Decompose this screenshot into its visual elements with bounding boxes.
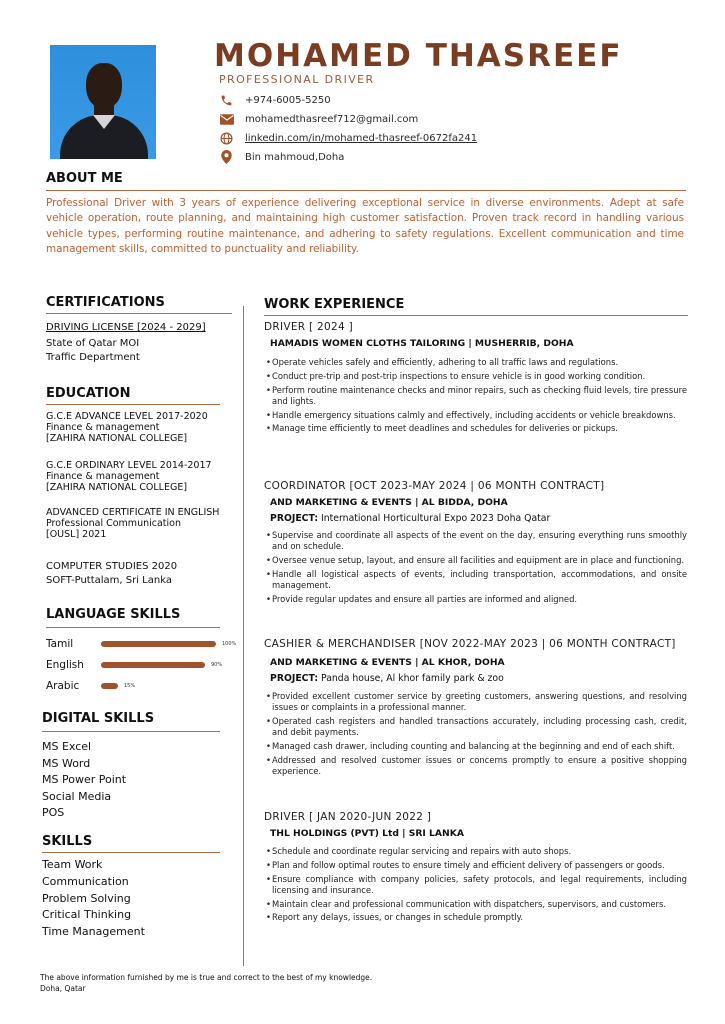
job-bullet: • Addressed and resolved customer issues or concerns promptly to ensure a positive shopping experience. [266, 755, 687, 777]
skill-item: Critical Thinking [42, 908, 132, 922]
about-text: Professional Driver with 3 years of experience delivering exceptional service in diverse environments. Adept at safe vehicle operation, route planning, and maintaining high customer satisfaction. Proven track record in handling various vehicle types, performing routine maintenance, and adhering to safety regulations. Excellent communication and time management skills, committed to punctuality and reliability. [46, 197, 684, 256]
contact-linkedin-link[interactable]: linkedin.com/in/mohamed-thasreef-0672fa241 [245, 132, 478, 144]
location-pin-icon [219, 150, 234, 164]
education-title: COMPUTER STUDIES 2020 [46, 561, 178, 572]
job-bullets [266, 530, 687, 608]
about-heading: ABOUT ME [46, 171, 123, 186]
certifications-heading: CERTIFICATIONS [46, 295, 165, 310]
digital-skill-item: Social Media [42, 789, 112, 803]
candidate-name: MOHAMED THASREEF [214, 38, 623, 74]
job-bullets [266, 846, 687, 926]
job-project-name: Panda house, Al khor family park & zoo [318, 673, 504, 684]
job-bullet: • Provided excellent customer service by greeting customers, answering questions, and resolving issues or complaints in a professional manner. [266, 691, 687, 713]
language-row-arabic [46, 680, 135, 692]
job-company: AND MARKETING & EVENTS | AL BIDDA, DOHA [270, 497, 508, 508]
education-title: G.C.E ORDINARY LEVEL 2014-2017 [46, 460, 212, 471]
education-subject: SOFT-Puttalam, Sri Lanka [46, 575, 172, 586]
job-project-label: PROJECT: [270, 673, 319, 684]
job-bullet: • Plan and follow optimal routes to ensure timely and efficient delivery of passengers or goods. [266, 860, 687, 871]
language-row-english [46, 659, 222, 671]
language-level-label: 100% [222, 641, 237, 647]
education-institution: [OUSL] 2021 [46, 529, 107, 540]
skill-item: Time Management [42, 925, 145, 939]
education-rule [46, 404, 220, 405]
education-heading: EDUCATION [46, 386, 131, 401]
job-bullet: • Handle emergency situations calmly and effectively, including accidents or vehicle breakdowns. [266, 410, 687, 421]
certification-issuer: State of Qatar MOI [46, 338, 140, 349]
job-title: COORDINATOR [OCT 2023-MAY 2024 | 06 MONTH CONTRACT] [264, 480, 605, 492]
mail-icon [219, 112, 234, 126]
skill-item: Problem Solving [42, 891, 131, 905]
job-bullet: • Provide regular updates and ensure all parties are informed and aligned. [266, 594, 687, 605]
digital-skill-item: MS Excel [42, 740, 92, 753]
language-level-bar [101, 662, 205, 668]
contact-email[interactable] [219, 112, 418, 126]
languages-rule [46, 627, 220, 628]
phone-icon [219, 93, 234, 107]
education-item [46, 411, 208, 444]
about-rule [46, 190, 686, 191]
digital-skill-item: MS Word [42, 756, 91, 770]
job-project-name: International Horticultural Expo 2023 Doha Qatar [318, 513, 551, 524]
skills-heading: SKILLS [42, 834, 93, 849]
contact-email-text: mohamedthasreef712@gmail.com [245, 113, 419, 125]
skill-item: Communication [42, 874, 129, 888]
job-company: HAMADIS WOMEN CLOTHS TAILORING | MUSHERRIB, DOHA [270, 338, 574, 349]
job-project [270, 513, 550, 524]
digital-skills-rule [42, 731, 220, 732]
certifications-rule [46, 313, 232, 314]
job-bullet: • Handle all logistical aspects of events, including transportation, accommodations, and onsite management. [266, 569, 687, 591]
education-item [46, 460, 212, 493]
work-experience-heading: WORK EXPERIENCE [264, 297, 405, 312]
profile-photo [50, 45, 156, 159]
education-subject: Professional Communication [46, 518, 181, 529]
job-bullet: • Ensure compliance with company policies, safety protocols, and legal requirements, including licensing and insurance. [266, 874, 687, 896]
contact-location [219, 150, 344, 164]
education-institution: [ZAHIRA NATIONAL COLLEGE] [46, 482, 188, 493]
education-item [46, 507, 219, 540]
declaration-text: The above information furnished by me is true and correct to the best of my knowledge. [40, 973, 373, 982]
education-institution: [ZAHIRA NATIONAL COLLEGE] [46, 433, 188, 444]
skills-list [42, 857, 145, 941]
job-bullet: • Report any delays, issues, or changes in schedule promptly. [266, 912, 687, 923]
job-project-label: PROJECT: [270, 513, 319, 524]
contact-linkedin[interactable] [219, 131, 477, 145]
language-level-label: 90% [211, 662, 223, 668]
digital-skills-list [42, 739, 126, 822]
education-item [46, 560, 177, 588]
job-title: DRIVER [ JAN 2020-JUN 2022 ] [264, 811, 432, 823]
job-bullet: • Operated cash registers and handled transactions accurately, including processing cash, credit, and debit payments. [266, 716, 687, 738]
candidate-role: PROFESSIONAL DRIVER [219, 73, 375, 86]
column-divider [243, 306, 244, 966]
digital-skills-heading: DIGITAL SKILLS [42, 711, 155, 726]
job-bullets [266, 691, 687, 780]
work-rule [264, 315, 688, 316]
job-project [270, 673, 504, 684]
education-subject: Finance & management [46, 471, 160, 482]
job-bullets [266, 357, 687, 437]
language-level-bar [101, 683, 118, 689]
languages-heading: LANGUAGE SKILLS [46, 607, 181, 622]
language-level-label: 15% [124, 683, 136, 689]
digital-skill-item: POS [42, 806, 65, 820]
job-bullet: • Oversee venue setup, layout, and ensure all facilities and equipment are in place and functioning. [266, 555, 687, 566]
globe-icon [219, 131, 234, 145]
job-bullet: • Managed cash drawer, including counting and balancing at the beginning and end of each shift. [266, 741, 687, 752]
job-bullet: • Manage time efficiently to meet deadlines and schedules for deliveries or pickups. [266, 423, 687, 434]
skills-rule [42, 852, 220, 853]
job-bullet: • Conduct pre-trip and post-trip inspections to ensure vehicle is in good working condition. [266, 371, 687, 382]
contact-phone [219, 93, 331, 107]
certification-license: DRIVING LICENSE [2024 - 2029] [46, 322, 206, 333]
job-company: AND MARKETING & EVENTS | AL KHOR, DOHA [270, 657, 505, 668]
job-bullet: • Supervise and coordinate all aspects of the event on the day, ensuring everything runs smoothly and on schedule. [266, 530, 687, 552]
skill-item: Team Work [42, 858, 103, 871]
job-bullet: • Perform routine maintenance checks and minor repairs, such as checking fluid levels, tire pressure and lights. [266, 385, 687, 407]
language-name: Arabic [46, 680, 80, 692]
language-name: English [46, 659, 84, 671]
job-bullet: • Maintain clear and professional communication with dispatchers, supervisors, and customers. [266, 899, 687, 910]
contact-phone-text: +974-6005-5250 [245, 94, 331, 106]
language-row-tamil [46, 638, 236, 650]
contact-location-text: Bin mahmoud,Doha [245, 151, 345, 163]
job-title: CASHIER & MERCHANDISER [NOV 2022-MAY 2023 | 06 MONTH CONTRACT] [264, 638, 676, 650]
language-name: Tamil [46, 638, 74, 650]
declaration-place: Doha, Qatar [40, 984, 86, 993]
education-title: G.C.E ADVANCE LEVEL 2017-2020 [46, 411, 208, 422]
job-bullet: • Schedule and coordinate regular servicing and repairs with auto shops. [266, 846, 687, 857]
education-subject: Finance & management [46, 422, 160, 433]
job-company: THL HOLDINGS (PVT) Ltd | SRI LANKA [270, 828, 464, 839]
job-bullet: • Operate vehicles safely and efficiently, adhering to all traffic laws and regulations. [266, 357, 687, 368]
education-title: ADVANCED CERTIFICATE IN ENGLISH [46, 507, 220, 518]
digital-skill-item: MS Power Point [42, 773, 127, 787]
certification-department: Traffic Department [46, 352, 140, 363]
language-level-bar [101, 641, 216, 647]
job-title: DRIVER [ 2024 ] [264, 321, 354, 333]
